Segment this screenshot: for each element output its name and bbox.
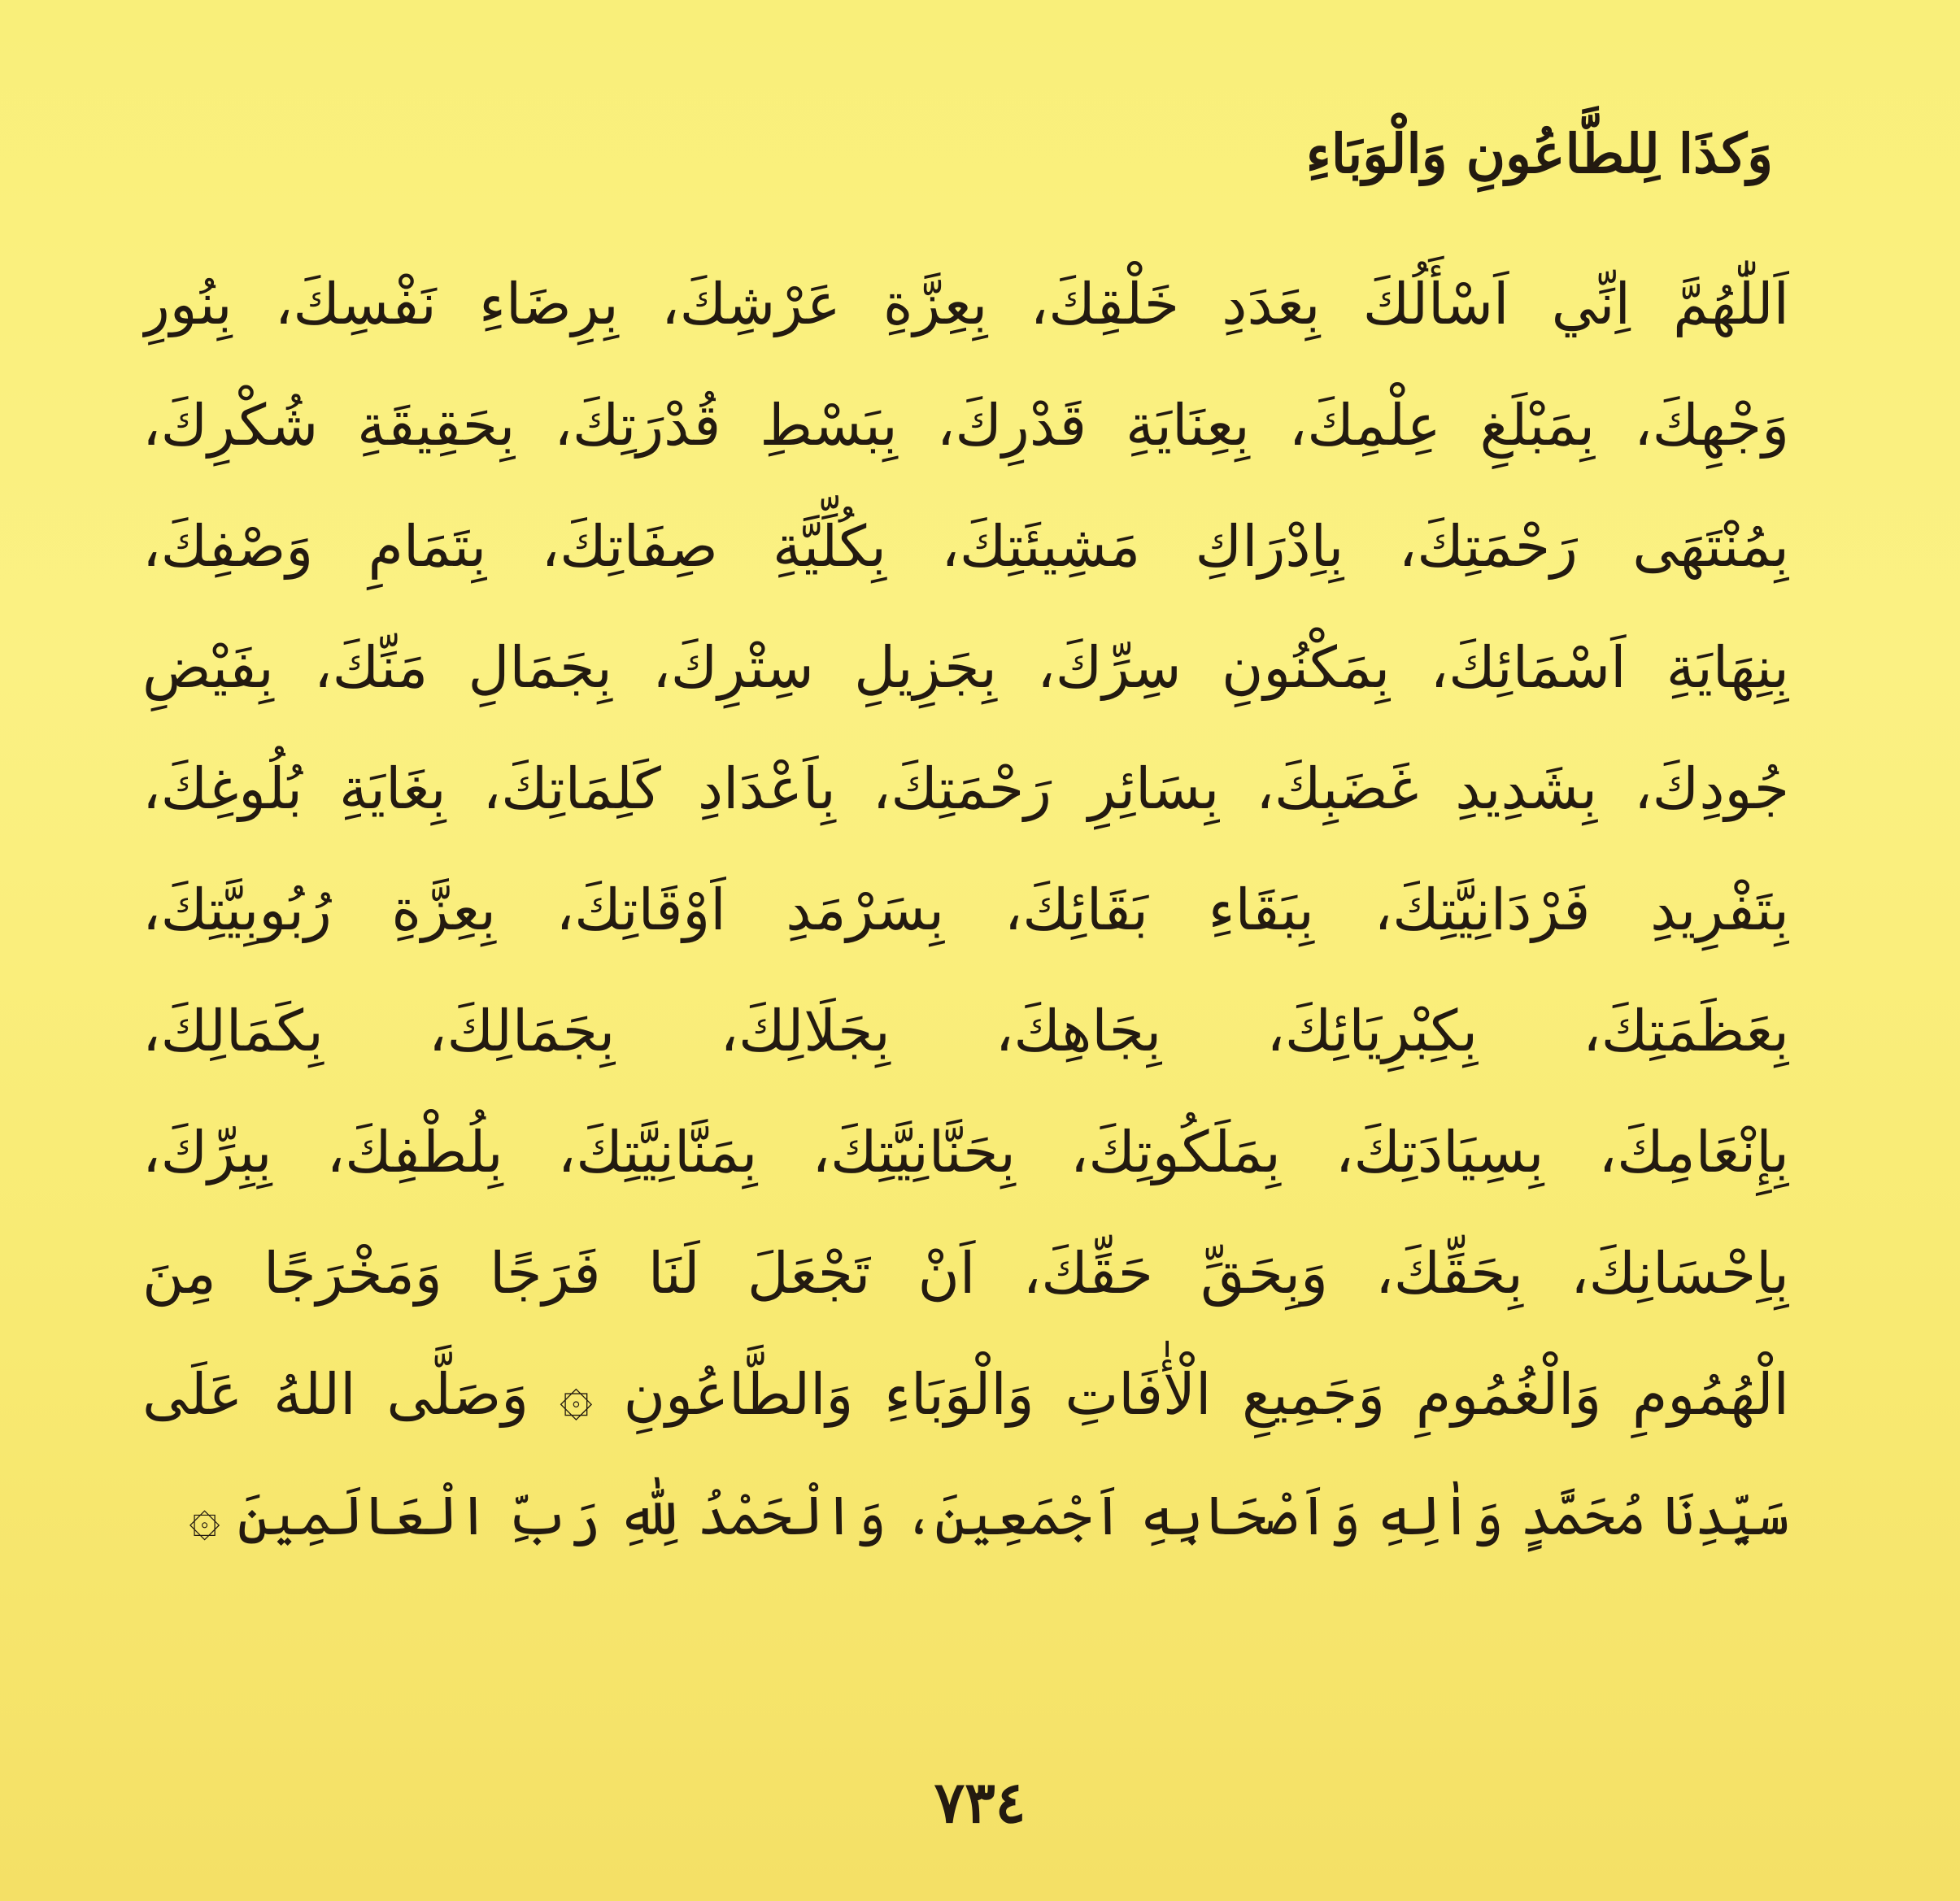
text-line: وَجْهِكَ، بِمَبْلَغِ عِلْمِكَ، بِعِنَايَةِ قَدْرِكَ، بِبَسْطِ قُدْرَتِكَ، بِحَقِيقَةِ شُكْرِكَ، — [142, 392, 1789, 459]
text-line: بِاِحْسَانِكَ، بِحَقِّكَ، وَبِحَقِّ حَقِّكَ، اَنْ تَجْعَلَ لَنَا فَرَجًا وَمَخْرَجًا مِنَ — [142, 1240, 1789, 1307]
text-line: سَيِّدِنَا مُحَمَّدٍ وَاٰلِهِ وَاَصْحَابِهِ اَجْمَعِينَ، وَالْحَمْدُ لِلّٰهِ رَبِّ الْعَالَمِينَ ۞ — [189, 1485, 1789, 1547]
text-line: الْهُمُومِ وَالْغُمُومِ وَجَمِيعِ الْأٰفَاتِ وَالْوَبَاءِ وَالطَّاعُونِ ۞ وَصَلَّى اللهُ عَلَى — [142, 1361, 1789, 1428]
text-line: بِإِنْعَامِكَ، بِسِيَادَتِكَ، بِمَلَكُوتِكَ، بِحَنَّانِيَّتِكَ، بِمَنَّانِيَّتِكَ، بِلُطْفِكَ، بِبِرِّكَ، — [142, 1119, 1789, 1185]
prayer-text — [142, 244, 1789, 1577]
text-line: بِمُنْتَهَى رَحْمَتِكَ، بِاِدْرَاكِ مَشِيئَتِكَ، بِكُلِّيَّةِ صِفَاتِكَ، بِتَمَامِ وَصْفِكَ، — [142, 513, 1789, 580]
text-line: بِتَفْرِيدِ فَرْدَانِيَّتِكَ، بِبَقَاءِ بَقَائِكَ، بِسَرْمَدِ اَوْقَاتِكَ، بِعِزَّةِ رُبُوبِيَّتِكَ، — [142, 877, 1789, 943]
page-number: ٧٣٤ — [934, 1768, 1026, 1836]
text-line: اَللّٰهُمَّ اِنِّي اَسْأَلُكَ بِعَدَدِ خَلْقِكَ، بِعِزَّةِ عَرْشِكَ، بِرِضَاءِ نَفْسِكَ، بِنُورِ — [142, 271, 1789, 337]
text-line: جُودِكَ، بِشَدِيدِ غَضَبِكَ، بِسَائِرِ رَحْمَتِكَ، بِاَعْدَادِ كَلِمَاتِكَ، بِغَايَةِ بُلُوغِكَ، — [142, 755, 1789, 822]
section-heading: وَكذَا لِلطَّاعُونِ وَالْوَبَاءِ — [1305, 122, 1773, 185]
text-line: بِعَظَمَتِكَ، بِكِبْرِيَائِكَ، بِجَاهِكَ، بِجَلَالِكَ، بِجَمَالِكَ، بِكَمَالِكَ، — [142, 998, 1789, 1064]
text-line: بِنِهَايَةِ اَسْمَائِكَ، بِمَكْنُونِ سِرِّكَ، بِجَزِيلِ سِتْرِكَ، بِجَمَالِ مَنِّكَ، بِفَيْضِ — [142, 634, 1789, 701]
